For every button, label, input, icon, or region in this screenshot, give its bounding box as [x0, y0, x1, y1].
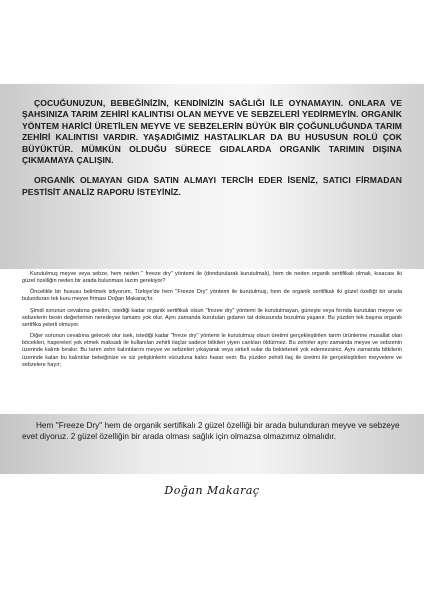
explanation-section	[0, 269, 424, 408]
explanation-paragraph-1: Kurutulmuş meyve veya sebze, hem neden '' freeze dry'' yöntemi ile (dondurularak kurutulmalı), hem de neden organik sertifikalı olmalı, kısacası iki güzel özelliğin neden bir arada bulunması lazım gerekiyor?	[22, 271, 402, 285]
brand-signature: Doğan Makaraç	[164, 484, 260, 497]
conclusion-paragraph: Hem ''Freeze Dry'' hem de organik sertifikalı 2 güzel özelliği bir arada bulunduran meyve ve sebzeye evet diyoruz. 2 güzel özelliğin bir arada olması sağlık için olmazsa olmazımız olmalıdır.	[22, 421, 400, 441]
conclusion-section	[0, 414, 424, 474]
pesticide-report-paragraph: ORGANİK OLMAYAN GIDA SATIN ALMAYI TERCİH EDER İSENİZ, SATICI FİRMADAN PESTİSİT ANALİZ RAPORU İSTEYİNİZ.	[22, 175, 402, 197]
explanation-paragraph-2: Öncelikle bir hususu belirtmek istiyorum, Türkiye'de hem ''Freeze Dry'' yöntemi ile kurutulmuş, hem de organik sertifikalı iki güzel özelliği bir arada bulunduran tek kuru meyve firması Doğan Makaraç'tır.	[22, 289, 402, 303]
warning-section	[0, 84, 424, 274]
explanation-paragraph-3: Şimdi sorunun cevabına gelelim, istediği kadar organik sertifikalı olsun ''frezee dry'' yöntemi ile kurutulmayan, güneşte veya fırında kurutulan meyve ve sebzelerin besin değerlerinin neredeyse tamamı yok olur. Aynı zamanda kurutulan gıdanın tat dokusunda bozulma yaşanır. Bu yüzden tek başına organik sertifika yeterli olmuyor.	[22, 307, 402, 328]
health-warning-paragraph: ÇOCUĞUNUZUN, BEBEĞİNİZİN, KENDİNİZİN SAĞLIĞI İLE OYNAMAYIN. ONLARA VE ŞAHSINIZA TARIM ZEHİRİ KALINTISI OLAN MEYVE VE SEBZELERİ YEDİRMEYİN. ORGANİK YÖNTEM HARİCİ ÜRETİLEN MEYVE VE SEBZELERİN BÜYÜK BİR ÇOĞUNLUĞUNDA TARIM ZEHİRİ KALINTISI VARDIR. YAŞADIĞIMIZ HASTALIKLAR DA BU HUSUSUN ROLÜ ÇOK BÜYÜKTÜR. MÜMKÜN OLDUĞU SÜRECE GIDALARDA ORGANİK TARIMIN DIŞINA ÇIKMAMAYA ÇALIŞIN.	[22, 98, 402, 166]
explanation-paragraph-4: Diğer sorunun cevabına gelecek olur isek, istediği kadar ''frreze dry'' yöntemi le kurutulmuş olsun üretimi gerçekleştirilen tarım ürünlerine musallat olan böcekleri, haşereleri yok etmek maksadı ile kullanılan zehirli ilaçlar sadece bitkileri yiyen canlıları öldürmez. Bu zehirler aynı zamanda meyve ve sebzenin üzerinde kalıntı bırakır. Bu tarım zehri kalıntılarını meyve ve sebzeleri yıkayarak veya sirkeli sular da bekleterek yok edemezsiniz. Aynı zamanda bitkilerin üzerinde kalan bu kalıntılar bebeğinize ve siz yetişkinlerin vücuduna kalıcı hasar verir. Bu yüzden zehirli ilaç ile üretimi ile gerçekleştirilen meyvelere ve sebzelere hayır;	[22, 333, 402, 368]
